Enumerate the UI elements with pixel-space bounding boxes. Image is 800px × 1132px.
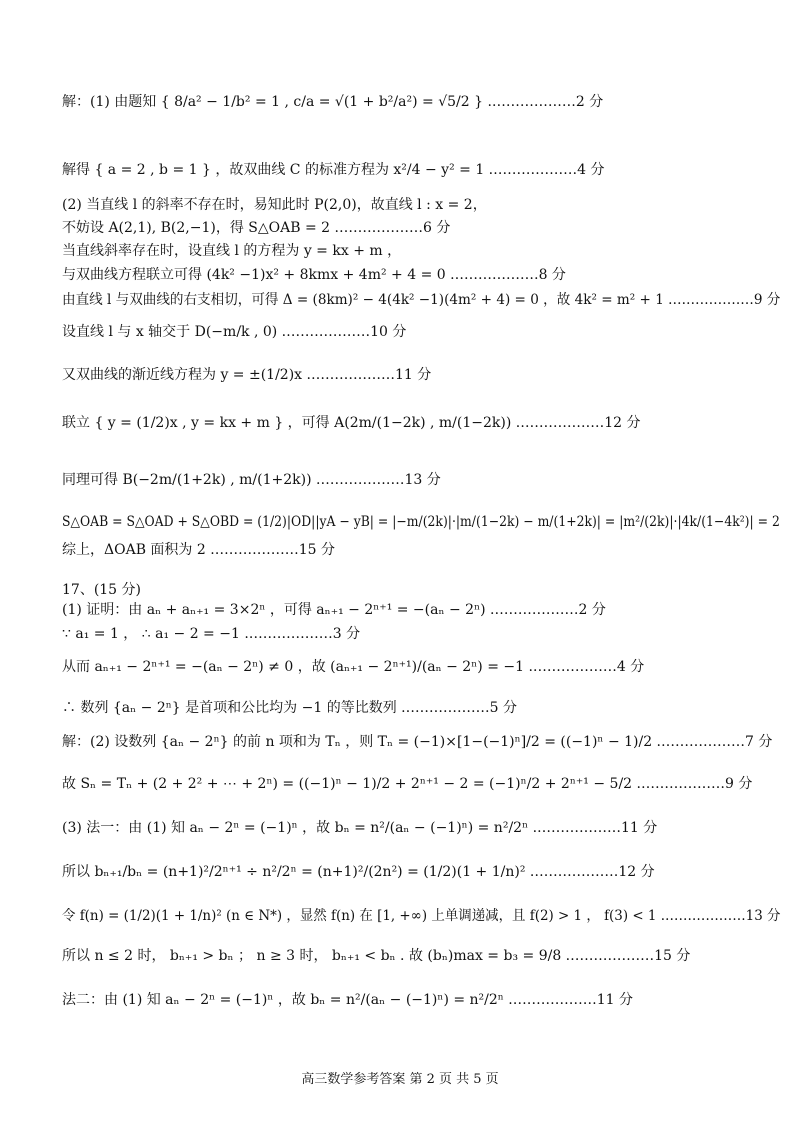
- line-25: 法二：由 (1) 知 aₙ − 2ⁿ = (−1)ⁿ ，故 bₙ = n²/(aₙ − (−1)ⁿ) = n²/2ⁿ .………………11 分: [62, 992, 634, 1008]
- line-22: 所以 bₙ₊₁/bₙ = (n+1)²/2ⁿ⁺¹ ÷ n²/2ⁿ = (n+1)²/(2n²) = (1/2)(1 + 1/n)² .………………12 分: [62, 864, 655, 880]
- line-8: 设直线 l 与 x 轴交于 D(−m/k , 0) .………………10 分: [62, 324, 407, 340]
- line-10: 联立 { y = (1/2)x , y = kx + m } ，可得 A(2m/(1−2k) , m/(1−2k)) .………………12 分: [62, 415, 641, 431]
- page-footer: 高三数学参考答案 第 2 页 共 5 页: [301, 1072, 499, 1087]
- line-7: 由直线 l 与双曲线的右支相切，可得 Δ = (8km)² − 4(4k² −1)(4m² + 4) = 0 ，故 4k² = m² + 1 .………………9 分: [62, 292, 781, 308]
- line-5: 当直线斜率存在时，设直线 l 的方程为 y = kx + m ，: [62, 243, 402, 259]
- line-3: (2) 当直线 l 的斜率不存在时，易知此时 P(2,0)，故直线 l : x = 2，: [62, 197, 487, 213]
- line-23: 令 f(n) = (1/2)(1 + 1/n)² (n ∈ N*) ，显然 f(n) 在 [1, +∞) 上单调递减，且 f(2) > 1 ， f(3) < 1 .………………13 分: [62, 908, 781, 924]
- line-6: 与双曲线方程联立可得 (4k² −1)x² + 8kmx + 4m² + 4 = 0 .………………8 分: [62, 267, 566, 283]
- line-12: S△OAB = S△OAD + S△OBD = (1/2)|OD||yA − yB| = |−m/(2k)|·|m/(1−2k) − m/(1+2k)| = |m²/(2k)|·|4k/(1−4k²)| = 2: [62, 514, 780, 530]
- line-13: 综上，ΔOAB 面积为 2 .………………15 分: [62, 542, 335, 558]
- line-16: ∵ a₁ = 1 ， ∴ a₁ − 2 = −1 .………………3 分: [62, 626, 361, 642]
- line-24: 所以 n ≤ 2 时， bₙ₊₁ > bₙ ； n ≥ 3 时， bₙ₊₁ < bₙ . 故 (bₙ)max = b₃ = 9/8 .………………15 分: [62, 948, 691, 964]
- line-15: (1) 证明：由 aₙ + aₙ₊₁ = 3×2ⁿ ，可得 aₙ₊₁ − 2ⁿ⁺¹ = −(aₙ − 2ⁿ) .………………2 分: [62, 602, 606, 618]
- line-19: 解：(2) 设数列 {aₙ − 2ⁿ} 的前 n 项和为 Tₙ ，则 Tₙ = (−1)×[1−(−1)ⁿ]/2 = ((−1)ⁿ − 1)/2 .………………7 分: [62, 734, 773, 750]
- line-20: 故 Sₙ = Tₙ + (2 + 2² + ⋯ + 2ⁿ) = ((−1)ⁿ − 1)/2 + 2ⁿ⁺¹ − 2 = (−1)ⁿ/2 + 2ⁿ⁺¹ − 5/2 .………………9 分: [62, 776, 753, 792]
- line-21: (3) 法一：由 (1) 知 aₙ − 2ⁿ = (−1)ⁿ ，故 bₙ = n²/(aₙ − (−1)ⁿ) = n²/2ⁿ .………………11 分: [62, 820, 658, 836]
- line-1: 解：(1) 由题知 { 8/a² − 1/b² = 1 , c/a = √(1 + b²/a²) = √5/2 } .………………2 分: [62, 94, 604, 110]
- line-9: 又双曲线的渐近线方程为 y = ±(1/2)x .………………11 分: [62, 367, 432, 383]
- line-14: 17、(15 分): [62, 582, 142, 598]
- line-17: 从而 aₙ₊₁ − 2ⁿ⁺¹ = −(aₙ − 2ⁿ) ≠ 0 ，故 (aₙ₊₁ − 2ⁿ⁺¹)/(aₙ − 2ⁿ) = −1 .………………4 分: [62, 659, 645, 675]
- line-11: 同理可得 B(−2m/(1+2k) , m/(1+2k)) .………………13 分: [62, 472, 441, 488]
- line-18: ∴ 数列 {aₙ − 2ⁿ} 是首项和公比均为 −1 的等比数列 .………………5 分: [62, 700, 517, 716]
- line-4: 不妨设 A(2,1), B(2,−1)，得 S△OAB = 2 .………………6 分: [62, 220, 451, 236]
- line-2: 解得 { a = 2 , b = 1 } ，故双曲线 C 的标准方程为 x²/4 − y² = 1 .………………4 分: [62, 162, 605, 178]
